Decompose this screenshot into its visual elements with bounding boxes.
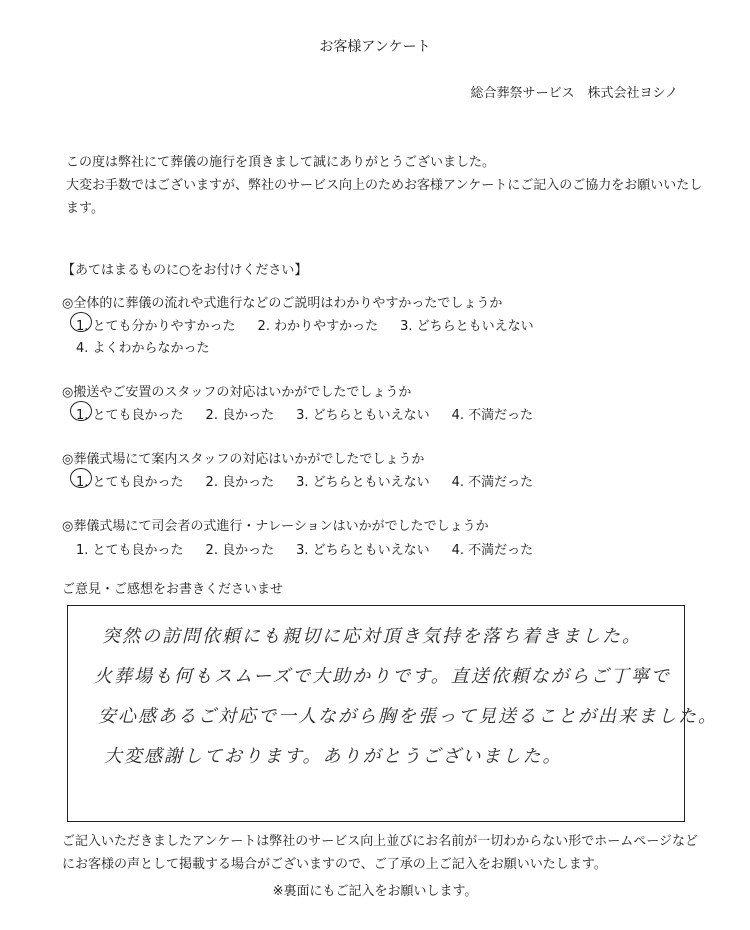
q3-option-2[interactable]: 2. 良かった bbox=[205, 475, 275, 490]
q3-option-3[interactable]: 3. どちらともいえない bbox=[296, 475, 430, 490]
question-3: ◎葬儀式場にて案内スタッフの対応はいかがでしたでしょうか bbox=[62, 452, 425, 467]
q4-option-1[interactable]: 1. とても良かった bbox=[76, 543, 184, 558]
question-2: ◎搬送やご安置のスタッフの対応はいかがでしたでしょうか bbox=[62, 385, 412, 400]
question-4: ◎葬儀式場にて司会者の式進行・ナレーションはいかがでしたでしょうか bbox=[62, 519, 489, 534]
q1-option-3[interactable]: 3. どちらともいえない bbox=[400, 319, 534, 334]
question-4-options bbox=[76, 539, 555, 558]
intro-text: この度は弊社にて葬儀の施行を頂きまして誠にありがとうございました。 大変お手数ではございますが、弊社のサービス向上のためお客様アンケートにご記入のご協力をお願いいたします。 bbox=[66, 155, 703, 216]
question-1: ◎全体的に葬儀の流れや式進行などのご説明はわかりやすかったでしょうか bbox=[62, 296, 503, 311]
comment-line-2: 火葬場も何もスムーズで大助かりです。直送依頼ながらご丁寧で bbox=[94, 666, 671, 687]
q4-option-3[interactable]: 3. どちらともいえない bbox=[296, 543, 430, 558]
question-3-options bbox=[76, 471, 555, 490]
survey-title: お客様アンケート bbox=[319, 39, 431, 55]
comment-box[interactable] bbox=[67, 605, 718, 822]
closing-note: ご記入いただきましたアンケートは弊社のサービス向上並びにお名前が一切わからない形でホームページなどにお客様の声として掲載する場合がございますので、ご了承の上ご記入をお願いいたします。 bbox=[62, 834, 698, 872]
q4-option-4[interactable]: 4. 不満だった bbox=[451, 543, 534, 558]
question-1-options-row2 bbox=[76, 337, 232, 356]
q1-option-4[interactable]: 4. よくわからなかった bbox=[76, 341, 210, 356]
q2-option-2[interactable]: 2. 良かった bbox=[205, 408, 275, 423]
q2-option-1[interactable]: 1. とても良かった bbox=[76, 408, 184, 423]
q3-option-1[interactable]: 1. とても良かった bbox=[76, 475, 184, 490]
comment-line-3: 安心感あるご対応で一人ながら胸を張って見送ることが出来ました。 bbox=[98, 706, 718, 727]
q2-option-4[interactable]: 4. 不満だった bbox=[451, 408, 534, 423]
company-name: 総合葬祭サービス 株式会社ヨシノ bbox=[470, 86, 678, 101]
question-2-options bbox=[76, 404, 555, 423]
q2-option-3[interactable]: 3. どちらともいえない bbox=[296, 408, 430, 423]
q1-option-1[interactable]: 1. とても分かりやすかった bbox=[76, 319, 236, 334]
back-side-note: ※裏面にもご記入をお願いします。 bbox=[272, 884, 478, 899]
comment-line-4: 大変感謝しております。ありがとうございました。 bbox=[104, 746, 563, 767]
q1-selection-circle bbox=[70, 312, 92, 332]
q4-option-2[interactable]: 2. 良かった bbox=[205, 543, 275, 558]
instruction-label: 【あてはまるものに○をお付けください】 bbox=[62, 263, 308, 278]
q1-option-2[interactable]: 2. わかりやすかった bbox=[257, 319, 379, 334]
q3-selection-circle bbox=[70, 468, 92, 488]
q2-selection-circle bbox=[70, 401, 92, 421]
q3-option-4[interactable]: 4. 不満だった bbox=[451, 475, 534, 490]
comment-line-1: 突然の訪問依頼にも親切に応対頂き気持を落ち着きました。 bbox=[102, 626, 642, 647]
comment-heading: ご意見・ご感想をお書きくださいませ bbox=[62, 582, 284, 597]
question-1-options bbox=[76, 315, 556, 334]
